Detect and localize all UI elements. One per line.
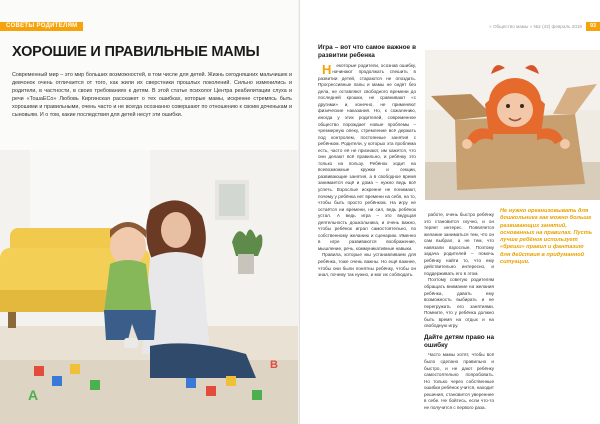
col2-paragraph-1: работе, очень быстро ребёнку это становится скучно, и он теряет интерес. Появляется желание заниматься тем, что он сам выбрал, а не тем, что навязали взрослые. Поэтому задача родителей – помочь ребёнку найти то, что ему действительно интересно, и поддерживать его в этом.: [424, 212, 494, 276]
column-1: [318, 44, 416, 279]
child-in-box-photo: [425, 50, 600, 200]
column-2: [424, 212, 494, 411]
article-title: ХОРОШИЕ И ПРАВИЛЬНЫЕ МАМЫ: [12, 44, 260, 60]
col1-paragraph-1: екоторые родители, осознав ошибку, начинают продолжать спешить в развитии детей, стараются не опоздать. Прогрессивные папы и мамы не сидят без дела, не оставляют свободного времени до последней крошки, не сравнивают «с другими» и, конечно, не применяют физические наказания. Но, к сожалению, иногда у этих родителей, современное общество порождает новые проблемы – чрезмерную опеку, стремление всё держать под контролем, постоянные занятия с ребёнком. Родители, у которых эта проблема есть, часто её не признают, им кажется, что они делают всё правильно, и ребёнку это только на пользу. Ребёнок ходит на всевозможные кружки и секции, развивающие занятия, а в свободное время занимается ещё и дома – нужно ведь всё успеть. Взрослые искренне не понимают, почему у ребёнка нет времени на себя, на то, чтобы быть просто ребёнком. На игру не остаётся ни времени, ни сил, ведь ребёнок устал. А ведь игра – это ведущая деятельность дошкольника, и очень важно, чтобы ребёнок играл самостоятельно, по собственному желанию и сценарию. Именно в игре развиваются воображение, мышление, речь, коммуникативные навыки.: [318, 62, 416, 251]
col2-heading: Дайте детям право на ошибку: [424, 333, 494, 349]
magazine-issue: « Общество мамы » №2 (43) февраль 2019: [489, 24, 582, 29]
page-number: 93: [586, 22, 600, 31]
mother-child-photo: [0, 150, 300, 424]
article-intro: Современный мир – это мир больших возможностей, в том числе для детей. Жизнь сегодняшних мальчишек и девчонок очень отличается от того, как жили их сверстники прошлых поколений. Сильно изменились и родители, в частности, в своих требованиях к детям. В этой статье психолог Центра реабилитации слуха и речи «ТошаЕСо» Любовь Киргинская расскажет о тех ошибках, которые мамы, искренне стремясь быть хорошими и правильными, очень часто и не всегда осознанно совершают по отношению к своим доченькам и сыновьям. И о том, какие последствия для детей несут эти ошибки.: [12, 72, 292, 119]
section-label: СОВЕТЫ РОДИТЕЛЯМ: [0, 22, 83, 31]
drop-cap: Н: [322, 61, 332, 77]
svg-text:B: B: [270, 359, 278, 371]
pull-quote: Не нужно организовывать для дошкольника как можно больше развивающих занятий, основанных на правилах. Пусть лучше ребёнок использует «бреши» правил и фантазию для действия в придуманной ситуации.: [500, 208, 593, 266]
col1-paragraph-2: Правила, которые мы устанавливаем для ребёнка, тоже очень важны. Но ещё важнее, чтобы они были понятны ребёнку, чтобы он знал, почему так нужно, и мог их соблюдать.: [318, 252, 416, 278]
col1-heading: Игра – вот что самое важное в развитии ребенка: [318, 44, 416, 59]
svg-text:A: A: [28, 387, 39, 403]
right-page: [300, 0, 600, 424]
col2-paragraph-3: Часто мамы хотят, чтобы всё было сделано правильно и быстро, и не дают ребёнку самостоятельно попробовать. Но только через собственные ошибки ребёнок учится, находит решения, становится увереннее в себе. Не бойтесь, если что-то не получится с первого раза.: [424, 352, 494, 410]
col2-paragraph-2: Поэтому советую родителям обращать внимание на желания ребёнка, давать ему возможность выбирать и не перегружать его занятиями. Помните, что у ребёнка должно быть время на отдых и на свободную игру.: [424, 277, 494, 329]
